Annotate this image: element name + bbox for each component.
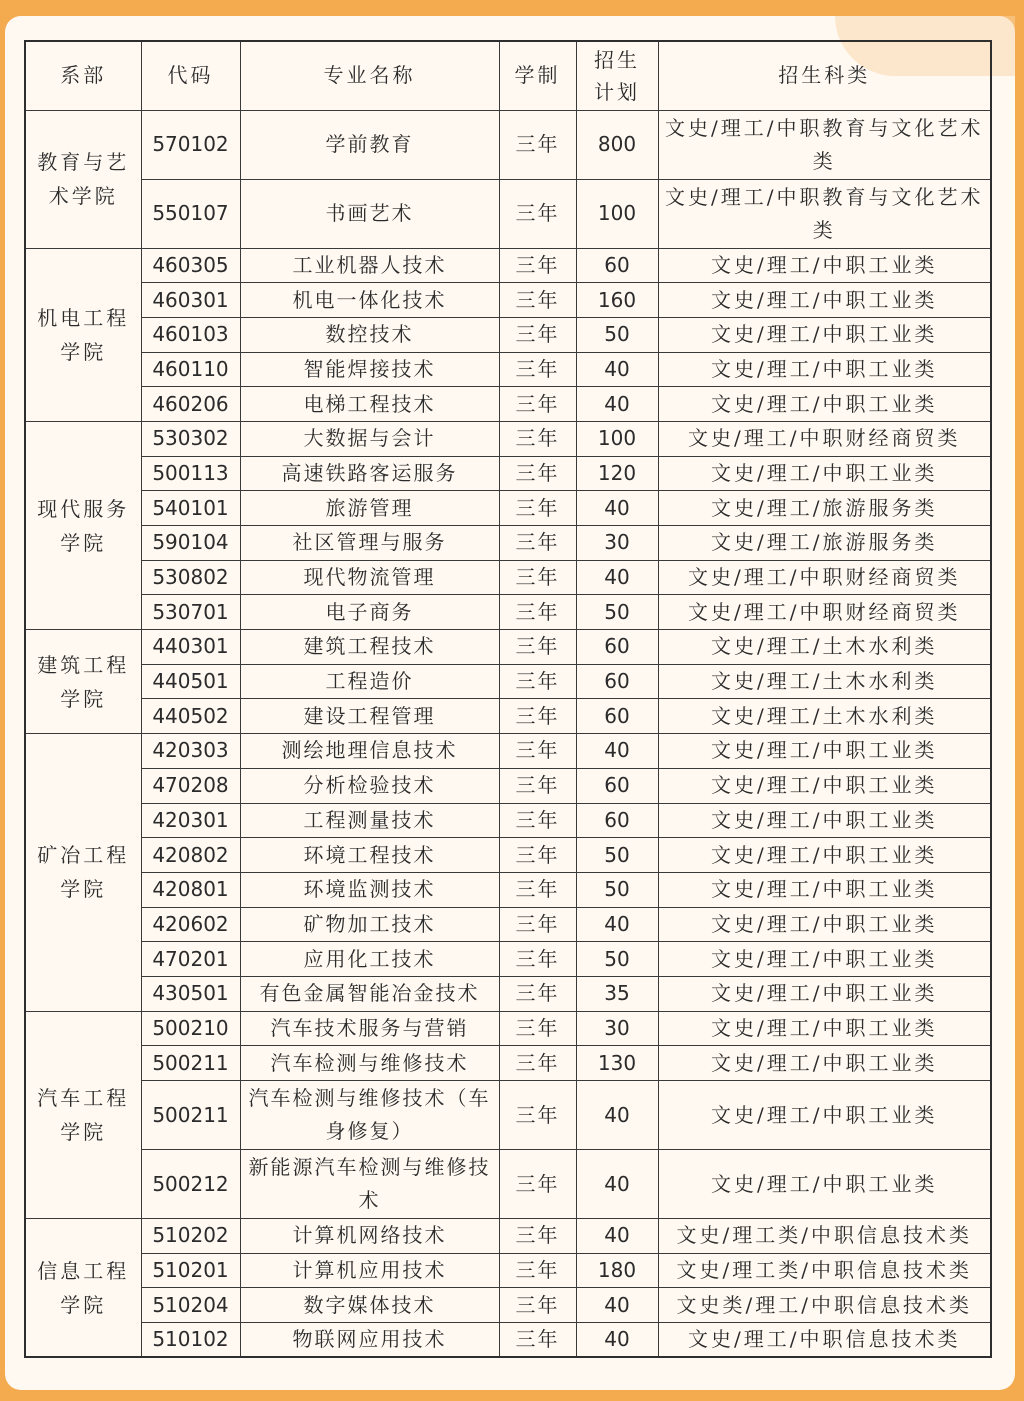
major-code: 500212 — [141, 1150, 240, 1219]
major-code: 440301 — [141, 630, 240, 665]
header-name: 专业名称 — [240, 41, 499, 110]
header-code: 代码 — [141, 41, 240, 110]
enrollment-plan: 40 — [576, 1323, 658, 1358]
enrollment-plan: 60 — [576, 630, 658, 665]
major-name: 分析检验技术 — [240, 768, 499, 803]
major-code: 430501 — [141, 976, 240, 1011]
category: 文史/理工/中职工业类 — [658, 1046, 991, 1081]
category: 文史/理工类/中职信息技术类 — [658, 1253, 991, 1288]
major-code: 510202 — [141, 1219, 240, 1254]
duration: 三年 — [499, 317, 576, 352]
major-code: 460301 — [141, 283, 240, 318]
enrollment-plan: 40 — [576, 352, 658, 387]
major-name: 计算机应用技术 — [240, 1253, 499, 1288]
major-code: 590104 — [141, 526, 240, 561]
dept-cell — [25, 1011, 141, 1218]
duration: 三年 — [499, 942, 576, 977]
category: 文史/理工/中职工业类 — [658, 872, 991, 907]
category: 文史/理工/中职工业类 — [658, 317, 991, 352]
major-code: 440501 — [141, 664, 240, 699]
enrollment-plan: 60 — [576, 664, 658, 699]
duration: 三年 — [499, 1323, 576, 1358]
header-plan-line1: 招生 — [594, 47, 640, 72]
duration: 三年 — [499, 664, 576, 699]
major-code: 530802 — [141, 560, 240, 595]
major-code: 530302 — [141, 421, 240, 456]
enrollment-plan: 50 — [576, 872, 658, 907]
duration: 三年 — [499, 248, 576, 283]
enrollment-plan: 800 — [576, 110, 658, 179]
duration: 三年 — [499, 872, 576, 907]
enrollment-plan: 60 — [576, 803, 658, 838]
enrollment-plan: 160 — [576, 283, 658, 318]
duration: 三年 — [499, 803, 576, 838]
duration: 三年 — [499, 1046, 576, 1081]
major-code: 470208 — [141, 768, 240, 803]
table-row — [25, 387, 991, 422]
table-row — [25, 1323, 991, 1358]
enrollment-plan: 100 — [576, 179, 658, 248]
table-row — [25, 1219, 991, 1254]
major-code: 500211 — [141, 1046, 240, 1081]
duration: 三年 — [499, 1150, 576, 1219]
enrollment-plan: 40 — [576, 1081, 658, 1150]
major-code: 420303 — [141, 734, 240, 769]
dept-name-line1: 建筑工程 — [37, 652, 130, 677]
major-name: 电梯工程技术 — [240, 387, 499, 422]
table-body — [25, 110, 991, 1357]
dept-name-line2: 术学院 — [48, 184, 118, 208]
duration: 三年 — [499, 734, 576, 769]
dept-name-line1: 机电工程 — [37, 305, 130, 330]
duration: 三年 — [499, 1081, 576, 1150]
major-code: 510102 — [141, 1323, 240, 1358]
category: 文史/理工/中职财经商贸类 — [658, 421, 991, 456]
major-code: 470201 — [141, 942, 240, 977]
enrollment-plan: 40 — [576, 1288, 658, 1323]
duration: 三年 — [499, 110, 576, 179]
enrollment-plan: 60 — [576, 768, 658, 803]
category: 文史/理工/中职工业类 — [658, 976, 991, 1011]
major-name: 应用化工技术 — [240, 942, 499, 977]
table-row — [25, 595, 991, 630]
major-name: 环境工程技术 — [240, 838, 499, 873]
major-code: 420801 — [141, 872, 240, 907]
table-row — [25, 110, 991, 179]
duration: 三年 — [499, 283, 576, 318]
major-name: 汽车检测与维修技术 — [240, 1046, 499, 1081]
header-dept: 系部 — [25, 41, 141, 110]
enrollment-plan: 50 — [576, 942, 658, 977]
table-row — [25, 803, 991, 838]
category: 文史/理工/中职工业类 — [658, 734, 991, 769]
table-row — [25, 1288, 991, 1323]
table-row — [25, 768, 991, 803]
enrollment-plan: 60 — [576, 699, 658, 734]
major-name: 工业机器人技术 — [240, 248, 499, 283]
enrollment-plan: 50 — [576, 595, 658, 630]
enrollment-plan: 40 — [576, 907, 658, 942]
enrollment-plan: 50 — [576, 838, 658, 873]
enrollment-plan: 40 — [576, 560, 658, 595]
category: 文史/理工/中职工业类 — [658, 248, 991, 283]
dept-name-line1: 信息工程 — [37, 1258, 130, 1283]
major-code: 420802 — [141, 838, 240, 873]
table-row — [25, 1011, 991, 1046]
major-code: 420301 — [141, 803, 240, 838]
dept-cell — [25, 248, 141, 421]
major-name: 机电一体化技术 — [240, 283, 499, 318]
major-name: 新能源汽车检测与维修技术 — [240, 1150, 499, 1219]
major-code: 510201 — [141, 1253, 240, 1288]
major-code: 510204 — [141, 1288, 240, 1323]
major-code: 420602 — [141, 907, 240, 942]
category: 文史/理工/中职工业类 — [658, 1081, 991, 1150]
duration: 三年 — [499, 1219, 576, 1254]
major-name: 工程测量技术 — [240, 803, 499, 838]
major-code: 440502 — [141, 699, 240, 734]
dept-name-line2: 学院 — [60, 1292, 107, 1317]
table-row — [25, 456, 991, 491]
category: 文史/理工/中职工业类 — [658, 907, 991, 942]
major-name: 环境监测技术 — [240, 872, 499, 907]
table-row — [25, 283, 991, 318]
table-row — [25, 560, 991, 595]
category: 文史/理工/中职工业类 — [658, 456, 991, 491]
major-name: 大数据与会计 — [240, 421, 499, 456]
major-code: 530701 — [141, 595, 240, 630]
major-code: 460206 — [141, 387, 240, 422]
dept-cell — [25, 421, 141, 629]
category: 文史/理工/中职工业类 — [658, 1150, 991, 1219]
table-row — [25, 1253, 991, 1288]
dept-cell — [25, 734, 141, 1012]
major-code: 460103 — [141, 317, 240, 352]
duration: 三年 — [499, 595, 576, 630]
category: 文史/理工/中职财经商贸类 — [658, 560, 991, 595]
category: 文史/理工/中职工业类 — [658, 1011, 991, 1046]
major-code: 500210 — [141, 1011, 240, 1046]
category: 文史/理工/中职工业类 — [658, 942, 991, 977]
duration: 三年 — [499, 387, 576, 422]
major-code: 460305 — [141, 248, 240, 283]
table-row — [25, 317, 991, 352]
major-name: 汽车检测与维修技术（车身修复） — [240, 1081, 499, 1150]
dept-name-line2: 学院 — [60, 1119, 107, 1144]
category: 文史/理工/土木水利类 — [658, 630, 991, 665]
duration: 三年 — [499, 768, 576, 803]
category: 文史/理工/中职教育与文化艺术类 — [658, 179, 991, 248]
enrollment-table — [24, 40, 992, 1358]
major-name: 社区管理与服务 — [240, 526, 499, 561]
category: 文史/理工/中职工业类 — [658, 803, 991, 838]
category: 文史/理工/中职工业类 — [658, 387, 991, 422]
table-row — [25, 872, 991, 907]
duration: 三年 — [499, 838, 576, 873]
duration: 三年 — [499, 630, 576, 665]
enrollment-plan: 40 — [576, 1150, 658, 1219]
duration: 三年 — [499, 179, 576, 248]
duration: 三年 — [499, 526, 576, 561]
enrollment-plan: 40 — [576, 491, 658, 526]
duration: 三年 — [499, 1288, 576, 1323]
table-row — [25, 734, 991, 769]
major-name: 书画艺术 — [240, 179, 499, 248]
table-row — [25, 838, 991, 873]
major-code: 500211 — [141, 1081, 240, 1150]
duration: 三年 — [499, 1011, 576, 1046]
category: 文史/理工/旅游服务类 — [658, 526, 991, 561]
major-code: 500113 — [141, 456, 240, 491]
duration: 三年 — [499, 352, 576, 387]
category: 文史/理工/中职工业类 — [658, 283, 991, 318]
dept-name-line1: 教育与艺 — [37, 150, 130, 174]
dept-cell — [25, 630, 141, 734]
category: 文史/理工/中职工业类 — [658, 838, 991, 873]
table-row — [25, 664, 991, 699]
dept-name-line1: 现代服务 — [37, 496, 130, 521]
category: 文史/理工/中职信息技术类 — [658, 1323, 991, 1358]
dept-name-line2: 学院 — [60, 339, 107, 364]
table-row — [25, 699, 991, 734]
major-name: 电子商务 — [240, 595, 499, 630]
major-name: 高速铁路客运服务 — [240, 456, 499, 491]
dept-cell — [25, 1219, 141, 1358]
table-row — [25, 630, 991, 665]
table-row — [25, 1046, 991, 1081]
major-name: 测绘地理信息技术 — [240, 734, 499, 769]
major-name: 有色金属智能冶金技术 — [240, 976, 499, 1011]
header-plan-line2: 计划 — [594, 79, 640, 104]
table-row — [25, 179, 991, 248]
enrollment-plan: 120 — [576, 456, 658, 491]
dept-cell — [25, 110, 141, 248]
duration: 三年 — [499, 699, 576, 734]
header-row — [25, 41, 991, 110]
major-name: 计算机网络技术 — [240, 1219, 499, 1254]
enrollment-plan: 35 — [576, 976, 658, 1011]
enrollment-plan: 60 — [576, 248, 658, 283]
category: 文史/理工/土木水利类 — [658, 664, 991, 699]
major-name: 矿物加工技术 — [240, 907, 499, 942]
table-row — [25, 526, 991, 561]
category: 文史/理工/中职工业类 — [658, 768, 991, 803]
major-code: 570102 — [141, 110, 240, 179]
table-row — [25, 976, 991, 1011]
duration: 三年 — [499, 491, 576, 526]
category: 文史/理工/旅游服务类 — [658, 491, 991, 526]
dept-name-line2: 学院 — [60, 877, 107, 902]
major-name: 建筑工程技术 — [240, 630, 499, 665]
dept-name-line2: 学院 — [60, 686, 107, 711]
enrollment-plan: 40 — [576, 387, 658, 422]
major-name: 学前教育 — [240, 110, 499, 179]
major-name: 数控技术 — [240, 317, 499, 352]
table-row — [25, 907, 991, 942]
enrollment-plan: 40 — [576, 734, 658, 769]
category: 文史/理工/中职财经商贸类 — [658, 595, 991, 630]
table-row — [25, 421, 991, 456]
enrollment-plan: 180 — [576, 1253, 658, 1288]
enrollment-plan: 100 — [576, 421, 658, 456]
major-code: 460110 — [141, 352, 240, 387]
category: 文史/理工/土木水利类 — [658, 699, 991, 734]
major-name: 汽车技术服务与营销 — [240, 1011, 499, 1046]
enrollment-plan: 30 — [576, 526, 658, 561]
major-name: 物联网应用技术 — [240, 1323, 499, 1358]
major-name: 智能焊接技术 — [240, 352, 499, 387]
dept-name-line1: 矿冶工程 — [37, 843, 130, 868]
major-name: 数字媒体技术 — [240, 1288, 499, 1323]
header-duration: 学制 — [499, 41, 576, 110]
header-plan — [576, 41, 658, 110]
duration: 三年 — [499, 560, 576, 595]
enrollment-plan: 130 — [576, 1046, 658, 1081]
dept-name-line2: 学院 — [60, 530, 107, 555]
table-row — [25, 352, 991, 387]
duration: 三年 — [499, 1253, 576, 1288]
category: 文史/理工/中职教育与文化艺术类 — [658, 110, 991, 179]
major-name: 旅游管理 — [240, 491, 499, 526]
major-code: 550107 — [141, 179, 240, 248]
header-category: 招生科类 — [658, 41, 991, 110]
table-row — [25, 491, 991, 526]
major-name: 建设工程管理 — [240, 699, 499, 734]
duration: 三年 — [499, 907, 576, 942]
major-name: 现代物流管理 — [240, 560, 499, 595]
enrollment-plan: 40 — [576, 1219, 658, 1254]
major-code: 540101 — [141, 491, 240, 526]
table-row — [25, 942, 991, 977]
table-row — [25, 1150, 991, 1219]
category: 文史/理工类/中职信息技术类 — [658, 1219, 991, 1254]
category: 文史类/理工/中职信息技术类 — [658, 1288, 991, 1323]
duration: 三年 — [499, 421, 576, 456]
duration: 三年 — [499, 456, 576, 491]
category: 文史/理工/中职工业类 — [658, 352, 991, 387]
enrollment-plan: 30 — [576, 1011, 658, 1046]
table-row — [25, 248, 991, 283]
duration: 三年 — [499, 976, 576, 1011]
table-row — [25, 1081, 991, 1150]
major-name: 工程造价 — [240, 664, 499, 699]
dept-name-line1: 汽车工程 — [37, 1085, 130, 1110]
enrollment-plan: 50 — [576, 317, 658, 352]
